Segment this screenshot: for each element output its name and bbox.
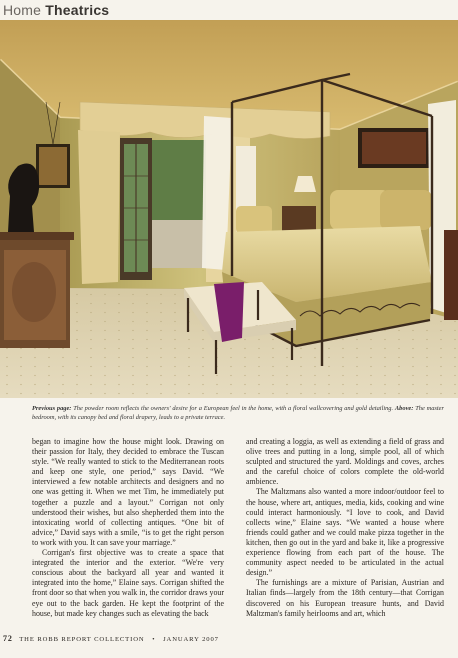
issue-date: JANUARY 2007 <box>163 636 219 643</box>
caption-text-previous: The powder room reflects the owners' desire for a European feel in the home, with a floral wallcovering and gold detailing. <box>71 405 395 412</box>
article-column-right <box>246 437 444 619</box>
section-header-light: Home <box>3 2 42 18</box>
caption-lead-above: Above: <box>394 405 414 412</box>
section-header <box>3 2 109 20</box>
article-column-left <box>32 437 224 619</box>
footer-separator: • <box>147 636 161 643</box>
paragraph: The furnishings are a mixture of Parisian, Austrian and Italian finds—largely from the 18th century—that Corrigan discovered on his European treasure hunts, and David Maltzman's family heirlooms and art, which <box>246 578 444 618</box>
page-number: 72 <box>3 634 13 643</box>
paragraph: Corrigan's first objective was to create a space that integrated the interior and the exterior. “We're very conscious about the backyard all year and wanted it integrated into the home,” Elaine says. Corrigan shifted the front door so that when you walk in, the corridor draws your eye out to the back garden. He kept the footprint of the house, but made key changes such as elevating the back <box>32 548 224 618</box>
publication-name: THE ROBB REPORT COLLECTION <box>19 636 145 643</box>
photo-caption <box>32 404 444 422</box>
page-footer <box>3 634 443 646</box>
bedroom-photo <box>0 20 458 398</box>
caption-lead-previous: Previous page: <box>32 405 72 412</box>
paragraph: began to imagine how the house might look. Drawing on their passion for Italy, they decided to embrace the Tuscan style. “We really wanted to stick to the Mediterranean roots and keep one style, one period,” says David. “We interviewed a few notable architects and designers and no one was getting it. When we met Tim, he immediately put together a puzzle and a layout.” Corrigan not only understood their wishes, but also shepherded them into the intoxicating world of collecting antiques. “One bit of advice,” David says with a smile, “is to get the right person to work with you. It can save your marriage.” <box>32 437 224 547</box>
bedroom-photo-illustration <box>0 20 458 398</box>
section-header-bold: Theatrics <box>45 2 110 18</box>
paragraph: and creating a loggia, as well as extending a field of grass and olive trees and putting in a long, simple pool, all of which sculpted and structured the yard. Moldings and coves, arches and the careful choice of colors complete the old-world ambience. <box>246 437 444 487</box>
caption-text-above: The master bedroom, with its canopy bed and floral drapery, leads to a private terrace. <box>32 405 444 421</box>
paragraph: The Maltzmans also wanted a more indoor/outdoor feel to the house, where art, antiques, media, kids, cooking and wine could interact harmoniously. “I love to cook, and David collects wine,” Elaine says. “We wanted a house where friends could gather and we could make pizza together in the kitchen, then go out in the yard and bake it, like a progressive experience flowing from each part of the house. The community aspect needed to be articulated in the actual design.” <box>246 487 444 578</box>
